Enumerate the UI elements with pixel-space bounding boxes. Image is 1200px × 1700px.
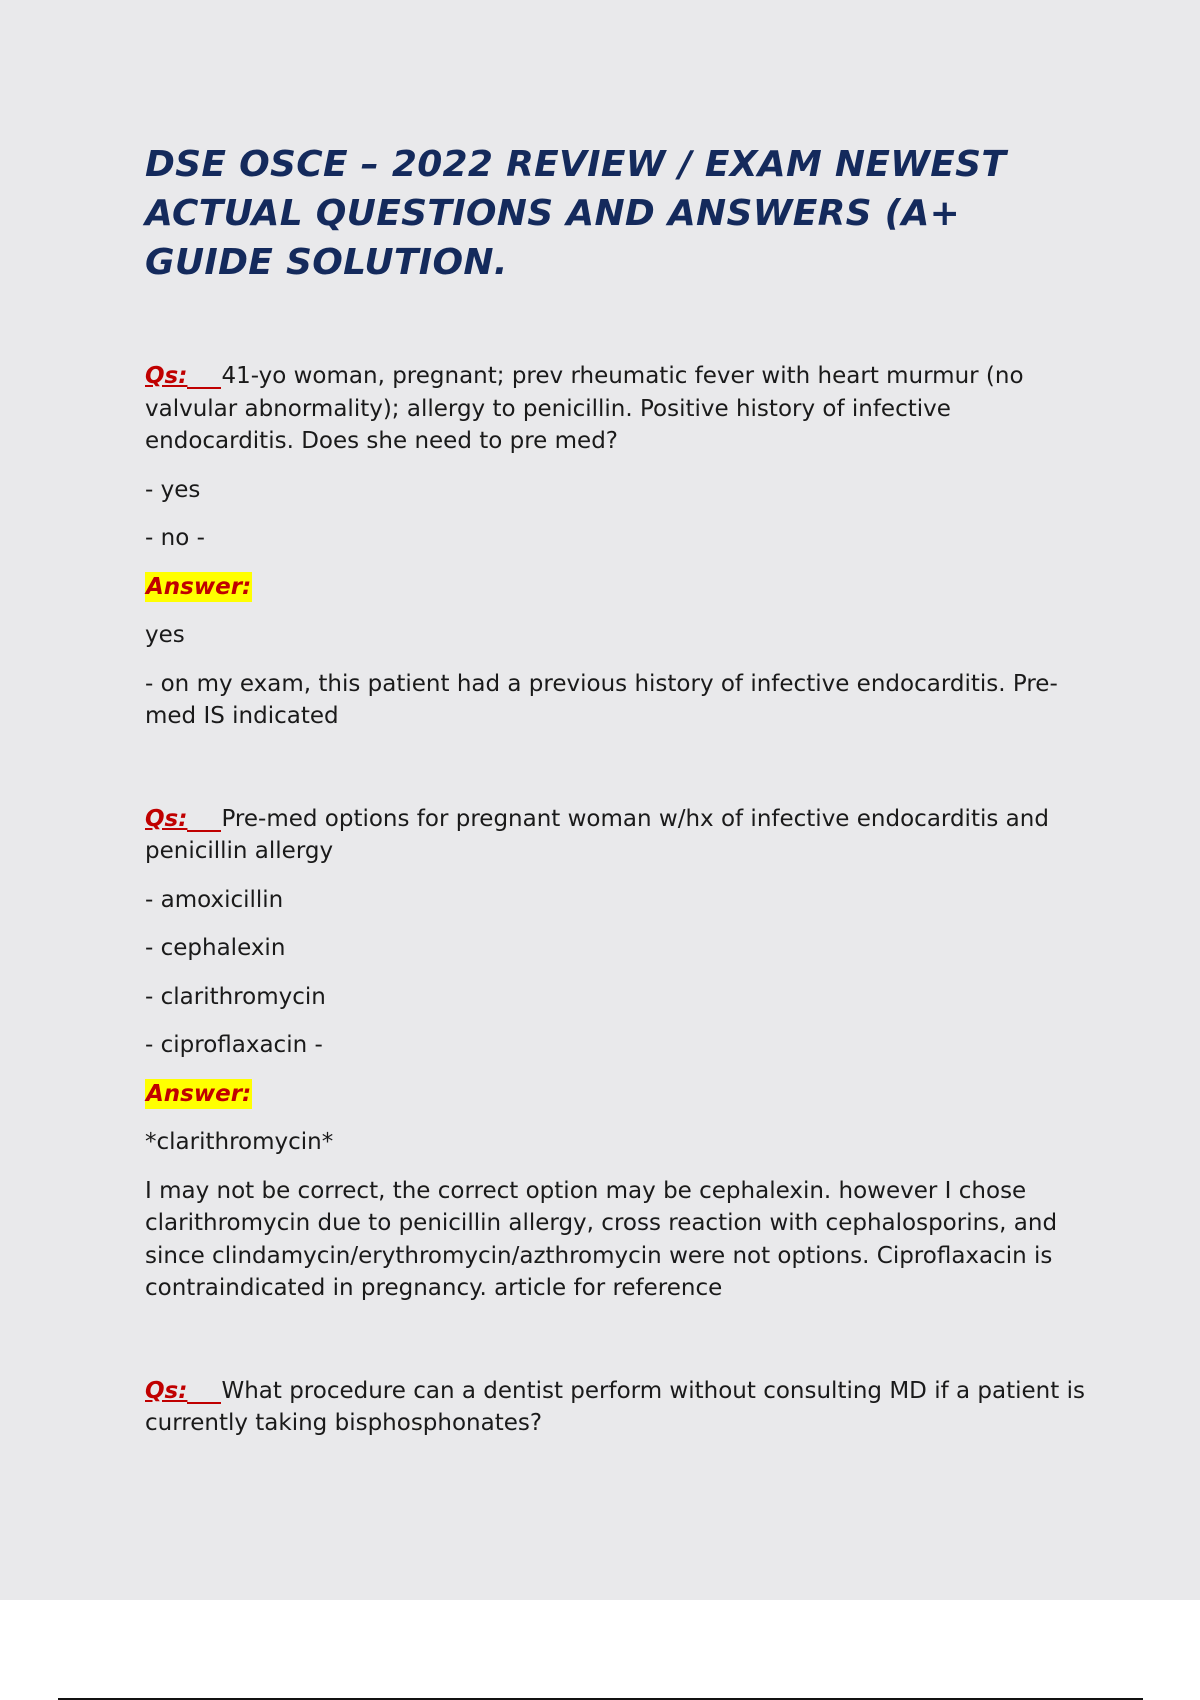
answer-label: Answer:	[146, 1080, 252, 1107]
answer-line: - on my exam, this patient had a previous history of infective endocarditis. Pre-med IS indicated	[145, 670, 1058, 729]
question-text: What procedure can a dentist perform without consulting MD if a patient is currently taking bisphosphonates?	[145, 1377, 1085, 1436]
qa-block-2	[145, 803, 1085, 1305]
qs-label: Qs:	[145, 1377, 188, 1404]
qs-underline	[187, 387, 221, 389]
answer-line: I may not be correct, the correct option may be cephalexin. however I chose clarithromycin due to penicillin allergy, cross reaction with cephalosporins, and since clindamycin/erythromycin/azthromycin were not options. Ciproflaxacin is contraindicated in pregnancy. article for reference	[145, 1177, 1058, 1301]
document-content	[145, 140, 1085, 1456]
option-item: - cephalexin	[145, 935, 286, 961]
answer-label-row	[145, 571, 1085, 604]
qa-block-1	[145, 360, 1085, 733]
answer-label-row	[145, 1078, 1085, 1111]
option-item: - no -	[145, 525, 205, 551]
qs-label: Qs:	[145, 363, 188, 389]
qs-underline	[187, 830, 221, 832]
qs-underline	[187, 1402, 221, 1404]
answer-line: *clarithromycin*	[145, 1129, 334, 1155]
document-title: DSE OSCE – 2022 REVIEW / EXAM NEWEST ACTUAL QUESTIONS AND ANSWERS (A+ GUIDE SOLUTION.	[145, 144, 1007, 283]
option-item: - clarithromycin	[145, 983, 326, 1010]
option-item: - amoxicillin	[145, 886, 284, 913]
options-list-2	[145, 884, 1085, 1062]
options-list-1	[145, 474, 1085, 555]
answer-label: Answer:	[146, 573, 252, 600]
question-1	[145, 360, 1085, 458]
option-item: - ciproflaxacin -	[145, 1032, 323, 1058]
option-item: - yes	[145, 476, 201, 503]
question-2	[145, 803, 1085, 868]
question-3	[145, 1375, 1085, 1440]
qa-block-3	[145, 1375, 1085, 1440]
question-text: 41-yo woman, pregnant; prev rheumatic fever with heart murmur (no valvular abnormality); allergy to penicillin. Positive history of infective endocarditis. Does she need to pre med?	[145, 363, 1024, 454]
qs-label: Qs:	[145, 805, 188, 832]
question-text: Pre-med options for pregnant woman w/hx of infective endocarditis and penicillin allergy	[145, 805, 1049, 864]
answer-line: yes	[145, 622, 185, 648]
